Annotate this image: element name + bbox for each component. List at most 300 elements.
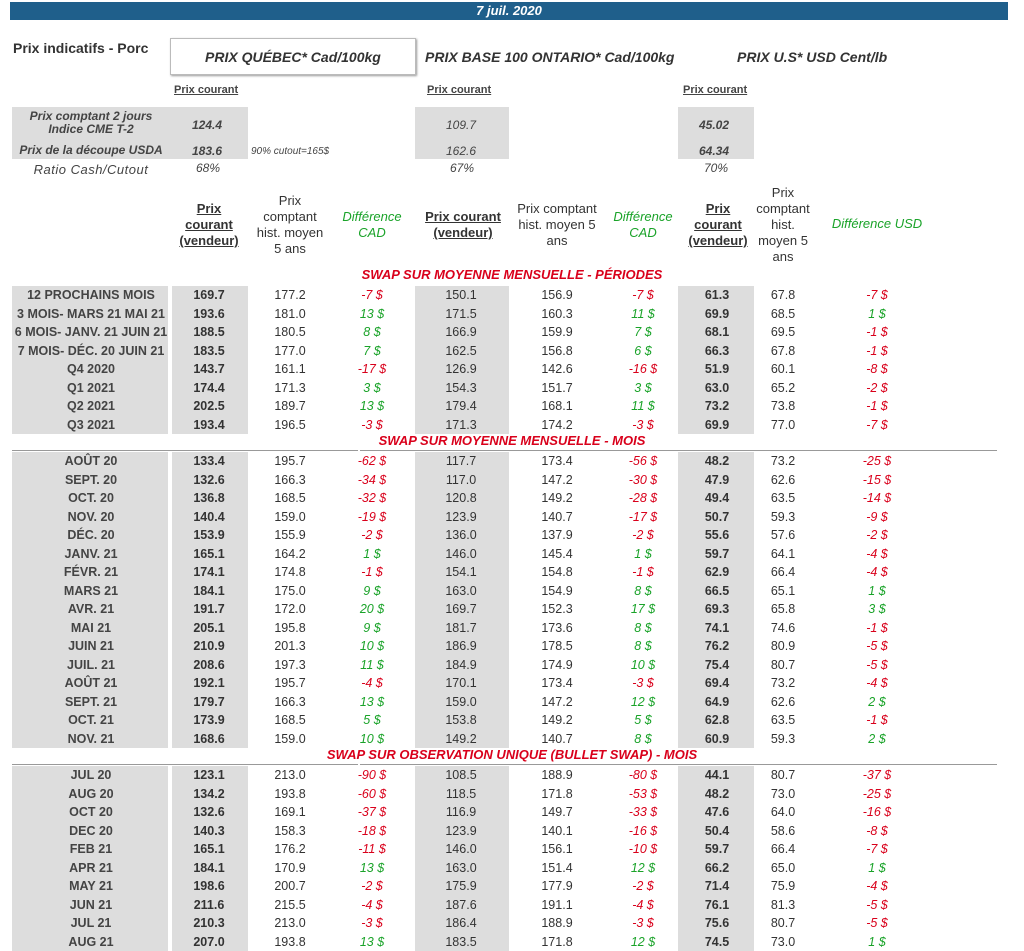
us-diff-usd: -2 $ bbox=[830, 379, 924, 398]
row-label: AUG 20 bbox=[14, 785, 168, 804]
us-prix-hist: 64.0 bbox=[752, 803, 814, 822]
indicator-row1-label: Prix comptant 2 jours Indice CME T-2 bbox=[14, 110, 168, 136]
ontario-prix-hist: 137.9 bbox=[512, 526, 602, 545]
row-label: NOV. 20 bbox=[14, 508, 168, 527]
us-diff-usd: -4 $ bbox=[830, 674, 924, 693]
us-prix-hist: 73.0 bbox=[752, 933, 814, 951]
section-title: SWAP SUR MOYENNE MENSUELLE - PÉRIODES bbox=[0, 267, 1024, 282]
us-prix-courant: 74.1 bbox=[688, 619, 746, 638]
us-prix-courant: 66.5 bbox=[688, 582, 746, 601]
quebec-prix-hist: 168.5 bbox=[252, 711, 328, 730]
ontario-prix-courant: 159.0 bbox=[418, 693, 504, 712]
ontario-cash: 109.7 bbox=[446, 118, 476, 132]
us-prix-hist: 80.9 bbox=[752, 637, 814, 656]
ontario-diff-cad: 12 $ bbox=[602, 933, 684, 951]
ontario-diff-cad: -2 $ bbox=[602, 526, 684, 545]
us-prix-hist: 74.6 bbox=[752, 619, 814, 638]
us-prix-courant: 60.9 bbox=[688, 730, 746, 749]
us-prix-hist: 67.8 bbox=[752, 286, 814, 305]
us-ratio: 70% bbox=[704, 161, 728, 175]
ontario-prix-courant: 120.8 bbox=[418, 489, 504, 508]
quebec-diff-cad: 13 $ bbox=[334, 859, 410, 878]
us-diff-usd: 2 $ bbox=[830, 693, 924, 712]
indicator-row2-label: Prix de la découpe USDA bbox=[14, 144, 168, 157]
us-diff-usd: -25 $ bbox=[830, 785, 924, 804]
quebec-prix-hist: 213.0 bbox=[252, 766, 328, 785]
us-header: PRIX U.S* USD Cent/lb bbox=[737, 49, 887, 65]
table-row bbox=[0, 840, 1024, 859]
col-diff-cad-quebec: Différence CAD bbox=[334, 209, 410, 241]
quebec-diff-cad: 20 $ bbox=[334, 600, 410, 619]
quebec-prix-hist: 180.5 bbox=[252, 323, 328, 342]
quebec-diff-cad: 1 $ bbox=[334, 545, 410, 564]
us-prix-courant: 62.9 bbox=[688, 563, 746, 582]
quebec-diff-cad: 13 $ bbox=[334, 693, 410, 712]
ontario-prix-courant: 146.0 bbox=[418, 545, 504, 564]
quebec-diff-cad: 13 $ bbox=[334, 933, 410, 951]
quebec-prix-hist: 170.9 bbox=[252, 859, 328, 878]
us-diff-usd: -7 $ bbox=[830, 286, 924, 305]
quebec-prix-courant: 123.1 bbox=[172, 766, 246, 785]
row-label: SEPT. 21 bbox=[14, 693, 168, 712]
us-prix-hist: 64.1 bbox=[752, 545, 814, 564]
row-label: JUN 21 bbox=[14, 896, 168, 915]
ontario-diff-cad: 12 $ bbox=[602, 693, 684, 712]
quebec-prix-courant: 210.3 bbox=[172, 914, 246, 933]
us-prix-hist: 80.7 bbox=[752, 656, 814, 675]
us-diff-usd: -15 $ bbox=[830, 471, 924, 490]
quebec-prix-courant: 134.2 bbox=[172, 785, 246, 804]
quebec-prix-courant: 211.6 bbox=[172, 896, 246, 915]
table-row bbox=[0, 619, 1024, 638]
quebec-prix-hist: 195.7 bbox=[252, 452, 328, 471]
table-row bbox=[0, 471, 1024, 490]
us-prix-hist: 68.5 bbox=[752, 305, 814, 324]
table-row bbox=[0, 896, 1024, 915]
quebec-prix-hist: 166.3 bbox=[252, 471, 328, 490]
ontario-diff-cad: 17 $ bbox=[602, 600, 684, 619]
row-label: Q2 2021 bbox=[14, 397, 168, 416]
ontario-diff-cad: 11 $ bbox=[602, 397, 684, 416]
quebec-prix-courant: 169.7 bbox=[172, 286, 246, 305]
row-label: Q3 2021 bbox=[14, 416, 168, 435]
ontario-prix-hist: 171.8 bbox=[512, 933, 602, 951]
ontario-prix-hist: 174.9 bbox=[512, 656, 602, 675]
row-label: JANV. 21 bbox=[14, 545, 168, 564]
ontario-prix-hist: 178.5 bbox=[512, 637, 602, 656]
quebec-prix-hist: 193.8 bbox=[252, 785, 328, 804]
us-prix-courant: 75.4 bbox=[688, 656, 746, 675]
ontario-prix-hist: 147.2 bbox=[512, 471, 602, 490]
table-row bbox=[0, 360, 1024, 379]
us-diff-usd: 1 $ bbox=[830, 305, 924, 324]
us-prix-hist: 63.5 bbox=[752, 489, 814, 508]
us-prix-courant: 55.6 bbox=[688, 526, 746, 545]
us-prix-hist: 77.0 bbox=[752, 416, 814, 435]
ontario-diff-cad: -53 $ bbox=[602, 785, 684, 804]
ontario-diff-cad: -1 $ bbox=[602, 563, 684, 582]
ontario-prix-hist: 156.8 bbox=[512, 342, 602, 361]
us-prix-courant: 66.3 bbox=[688, 342, 746, 361]
us-prix-hist: 63.5 bbox=[752, 711, 814, 730]
quebec-diff-cad: -34 $ bbox=[334, 471, 410, 490]
table-row bbox=[0, 730, 1024, 749]
us-diff-usd: -9 $ bbox=[830, 508, 924, 527]
quebec-prix-courant: 207.0 bbox=[172, 933, 246, 951]
ontario-diff-cad: 3 $ bbox=[602, 379, 684, 398]
ontario-diff-cad: 7 $ bbox=[602, 323, 684, 342]
quebec-prix-hist: 175.0 bbox=[252, 582, 328, 601]
col-prix-courant-us: Prix courant (vendeur) bbox=[686, 201, 750, 249]
quebec-diff-cad: -2 $ bbox=[334, 877, 410, 896]
date-banner: 7 juil. 2020 bbox=[10, 2, 1008, 20]
quebec-prix-hist: 177.2 bbox=[252, 286, 328, 305]
us-prix-courant: 47.9 bbox=[688, 471, 746, 490]
ontario-prix-hist: 154.9 bbox=[512, 582, 602, 601]
us-prix-courant: 74.5 bbox=[688, 933, 746, 951]
quebec-prix-hist: 177.0 bbox=[252, 342, 328, 361]
table-row bbox=[0, 508, 1024, 527]
us-diff-usd: -14 $ bbox=[830, 489, 924, 508]
us-diff-usd: 1 $ bbox=[830, 933, 924, 951]
us-prix-courant: 48.2 bbox=[688, 452, 746, 471]
ontario-prix-hist: 149.2 bbox=[512, 489, 602, 508]
ontario-prix-hist: 140.1 bbox=[512, 822, 602, 841]
table-row bbox=[0, 859, 1024, 878]
col-diff-cad-ontario: Différence CAD bbox=[602, 209, 684, 241]
ontario-diff-cad: 8 $ bbox=[602, 730, 684, 749]
quebec-prix-hist: 168.5 bbox=[252, 489, 328, 508]
us-diff-usd: -1 $ bbox=[830, 619, 924, 638]
quebec-prix-courant: 183.5 bbox=[172, 342, 246, 361]
quebec-diff-cad: 10 $ bbox=[334, 637, 410, 656]
ontario-diff-cad: -3 $ bbox=[602, 416, 684, 435]
ontario-diff-cad: -30 $ bbox=[602, 471, 684, 490]
us-prix-hist: 57.6 bbox=[752, 526, 814, 545]
table-row bbox=[0, 877, 1024, 896]
quebec-diff-cad: -3 $ bbox=[334, 416, 410, 435]
us-diff-usd: -4 $ bbox=[830, 877, 924, 896]
ontario-prix-courant: 163.0 bbox=[418, 859, 504, 878]
table-row bbox=[0, 379, 1024, 398]
ontario-diff-cad: -7 $ bbox=[602, 286, 684, 305]
row-label: 6 MOIS- JANV. 21 JUIN 21 bbox=[14, 323, 168, 342]
quebec-cutout: 183.6 bbox=[192, 144, 222, 158]
ontario-prix-hist: 173.4 bbox=[512, 452, 602, 471]
ontario-prix-courant: 154.1 bbox=[418, 563, 504, 582]
quebec-prix-courant: 193.4 bbox=[172, 416, 246, 435]
us-diff-usd: -25 $ bbox=[830, 452, 924, 471]
quebec-prix-hist: 155.9 bbox=[252, 526, 328, 545]
ontario-prix-hist: 154.8 bbox=[512, 563, 602, 582]
table-row bbox=[0, 600, 1024, 619]
section-divider bbox=[12, 450, 358, 451]
us-prix-courant: 63.0 bbox=[688, 379, 746, 398]
us-prix-hist: 58.6 bbox=[752, 822, 814, 841]
ontario-prix-hist: 191.1 bbox=[512, 896, 602, 915]
quebec-prix-courant: 210.9 bbox=[172, 637, 246, 656]
row-label: AVR. 21 bbox=[14, 600, 168, 619]
us-diff-usd: -7 $ bbox=[830, 840, 924, 859]
ontario-diff-cad: 8 $ bbox=[602, 582, 684, 601]
ontario-prix-hist: 140.7 bbox=[512, 730, 602, 749]
ontario-prix-courant: 118.5 bbox=[418, 785, 504, 804]
us-diff-usd: -1 $ bbox=[830, 711, 924, 730]
ontario-diff-cad: -2 $ bbox=[602, 877, 684, 896]
row-label: AOÛT 20 bbox=[14, 452, 168, 471]
ontario-prix-hist: 173.6 bbox=[512, 619, 602, 638]
ontario-prix-courant: 186.4 bbox=[418, 914, 504, 933]
row-label: 3 MOIS- MARS 21 MAI 21 bbox=[14, 305, 168, 324]
us-prix-courant: 75.6 bbox=[688, 914, 746, 933]
ontario-diff-cad: -3 $ bbox=[602, 674, 684, 693]
table-row bbox=[0, 563, 1024, 582]
row-label: MARS 21 bbox=[14, 582, 168, 601]
ontario-prix-hist: 140.7 bbox=[512, 508, 602, 527]
us-diff-usd: -5 $ bbox=[830, 896, 924, 915]
quebec-prix-hist: 193.8 bbox=[252, 933, 328, 951]
us-prix-hist: 73.0 bbox=[752, 785, 814, 804]
row-label: OCT. 20 bbox=[14, 489, 168, 508]
us-prix-courant: 71.4 bbox=[688, 877, 746, 896]
ontario-prix-courant: 184.9 bbox=[418, 656, 504, 675]
table-row bbox=[0, 711, 1024, 730]
row-label: AOÛT 21 bbox=[14, 674, 168, 693]
ontario-diff-cad: -80 $ bbox=[602, 766, 684, 785]
ontario-diff-cad: 8 $ bbox=[602, 619, 684, 638]
row-label: 12 PROCHAINS MOIS bbox=[14, 286, 168, 305]
quebec-prix-hist: 201.3 bbox=[252, 637, 328, 656]
ontario-prix-courant: 150.1 bbox=[418, 286, 504, 305]
us-prix-courant: 50.7 bbox=[688, 508, 746, 527]
quebec-diff-cad: 9 $ bbox=[334, 619, 410, 638]
quebec-prix-hist: 171.3 bbox=[252, 379, 328, 398]
quebec-prix-courant: 184.1 bbox=[172, 582, 246, 601]
quebec-diff-cad: 13 $ bbox=[334, 305, 410, 324]
ontario-cutout: 162.6 bbox=[446, 144, 476, 158]
quebec-diff-cad: -19 $ bbox=[334, 508, 410, 527]
quebec-diff-cad: 11 $ bbox=[334, 656, 410, 675]
us-prix-courant: 73.2 bbox=[688, 397, 746, 416]
ontario-diff-cad: -3 $ bbox=[602, 914, 684, 933]
row-label: MAY 21 bbox=[14, 877, 168, 896]
ontario-prix-courant: 117.7 bbox=[418, 452, 504, 471]
quebec-prix-courant: 192.1 bbox=[172, 674, 246, 693]
us-prix-hist: 62.6 bbox=[752, 471, 814, 490]
ontario-prix-hist: 160.3 bbox=[512, 305, 602, 324]
quebec-prix-courant: 140.3 bbox=[172, 822, 246, 841]
row-label: FEB 21 bbox=[14, 840, 168, 859]
quebec-diff-cad: -2 $ bbox=[334, 526, 410, 545]
ontario-prix-courant: 183.5 bbox=[418, 933, 504, 951]
table-row bbox=[0, 286, 1024, 305]
ontario-prix-courant: 116.9 bbox=[418, 803, 504, 822]
quebec-prix-hist: 161.1 bbox=[252, 360, 328, 379]
quebec-prix-courant: 136.8 bbox=[172, 489, 246, 508]
row-label: SEPT. 20 bbox=[14, 471, 168, 490]
us-prix-hist: 67.8 bbox=[752, 342, 814, 361]
us-diff-usd: -8 $ bbox=[830, 822, 924, 841]
us-diff-usd: 1 $ bbox=[830, 582, 924, 601]
us-diff-usd: -8 $ bbox=[830, 360, 924, 379]
us-diff-usd: -5 $ bbox=[830, 914, 924, 933]
quebec-prix-courant: 165.1 bbox=[172, 840, 246, 859]
quebec-prix-hist: 172.0 bbox=[252, 600, 328, 619]
us-diff-usd: -7 $ bbox=[830, 416, 924, 435]
us-diff-usd: -1 $ bbox=[830, 342, 924, 361]
ontario-prix-courant: 166.9 bbox=[418, 323, 504, 342]
us-diff-usd: -1 $ bbox=[830, 397, 924, 416]
quebec-prix-courant: 184.1 bbox=[172, 859, 246, 878]
table-row bbox=[0, 452, 1024, 471]
us-prix-courant: 76.1 bbox=[688, 896, 746, 915]
quebec-diff-cad: 7 $ bbox=[334, 342, 410, 361]
ontario-prix-hist: 171.8 bbox=[512, 785, 602, 804]
quebec-diff-cad: 8 $ bbox=[334, 323, 410, 342]
table-row bbox=[0, 637, 1024, 656]
table-row bbox=[0, 674, 1024, 693]
col-prix-courant-quebec: Prix courant (vendeur) bbox=[172, 201, 246, 249]
ontario-prix-courant: 146.0 bbox=[418, 840, 504, 859]
quebec-prix-courant: 193.6 bbox=[172, 305, 246, 324]
us-cutout: 64.34 bbox=[699, 144, 729, 158]
us-prix-hist: 65.1 bbox=[752, 582, 814, 601]
row-label: JUL 20 bbox=[14, 766, 168, 785]
table-row bbox=[0, 656, 1024, 675]
us-prix-hist: 69.5 bbox=[752, 323, 814, 342]
us-prix-courant: 59.7 bbox=[688, 840, 746, 859]
quebec-prix-hist: 176.2 bbox=[252, 840, 328, 859]
ontario-prix-hist: 152.3 bbox=[512, 600, 602, 619]
row-label: FÉVR. 21 bbox=[14, 563, 168, 582]
quebec-prix-hist: 169.1 bbox=[252, 803, 328, 822]
quebec-prix-courant: 208.6 bbox=[172, 656, 246, 675]
row-label: JUIN 21 bbox=[14, 637, 168, 656]
us-diff-usd: -5 $ bbox=[830, 637, 924, 656]
ontario-diff-cad: -56 $ bbox=[602, 452, 684, 471]
us-prix-hist: 73.2 bbox=[752, 452, 814, 471]
ontario-prix-courant: 123.9 bbox=[418, 508, 504, 527]
table-row bbox=[0, 416, 1024, 435]
table-row bbox=[0, 933, 1024, 951]
quebec-diff-cad: -7 $ bbox=[334, 286, 410, 305]
ontario-diff-cad: 11 $ bbox=[602, 305, 684, 324]
ontario-diff-cad: -16 $ bbox=[602, 822, 684, 841]
quebec-prix-hist: 158.3 bbox=[252, 822, 328, 841]
us-diff-usd: -1 $ bbox=[830, 323, 924, 342]
ontario-prix-courant: 171.3 bbox=[418, 416, 504, 435]
us-prix-courant: 69.4 bbox=[688, 674, 746, 693]
ontario-prix-courant: 126.9 bbox=[418, 360, 504, 379]
quebec-prix-courant: 174.4 bbox=[172, 379, 246, 398]
quebec-diff-cad: -1 $ bbox=[334, 563, 410, 582]
ontario-diff-cad: -10 $ bbox=[602, 840, 684, 859]
us-prix-hist: 73.2 bbox=[752, 674, 814, 693]
us-prix-courant: 66.2 bbox=[688, 859, 746, 878]
row-label: AUG 21 bbox=[14, 933, 168, 951]
us-prix-courant: 47.6 bbox=[688, 803, 746, 822]
ontario-prix-hist: 142.6 bbox=[512, 360, 602, 379]
us-prix-hist: 65.8 bbox=[752, 600, 814, 619]
row-label: NOV. 21 bbox=[14, 730, 168, 749]
ontario-prix-courant: 154.3 bbox=[418, 379, 504, 398]
quebec-diff-cad: 10 $ bbox=[334, 730, 410, 749]
us-prix-hist: 66.4 bbox=[752, 563, 814, 582]
quebec-prix-courant: 198.6 bbox=[172, 877, 246, 896]
quebec-diff-cad: 13 $ bbox=[334, 397, 410, 416]
indicator-row3-label: Ratio Cash/Cutout bbox=[14, 163, 168, 176]
row-label: OCT. 21 bbox=[14, 711, 168, 730]
table-row bbox=[0, 582, 1024, 601]
quebec-prix-courant: 173.9 bbox=[172, 711, 246, 730]
quebec-ratio: 68% bbox=[196, 161, 220, 175]
us-prix-hist: 75.9 bbox=[752, 877, 814, 896]
col-prix-hist-ontario: Prix comptant hist. moyen 5 ans bbox=[512, 201, 602, 249]
row-label: DEC 20 bbox=[14, 822, 168, 841]
quebec-cash: 124.4 bbox=[192, 118, 222, 132]
ontario-diff-cad: -33 $ bbox=[602, 803, 684, 822]
table-row bbox=[0, 822, 1024, 841]
table-row bbox=[0, 397, 1024, 416]
ontario-prix-courant: 149.2 bbox=[418, 730, 504, 749]
quebec-prix-courant: 140.4 bbox=[172, 508, 246, 527]
section-title: SWAP SUR OBSERVATION UNIQUE (BULLET SWAP) - MOIS bbox=[0, 747, 1024, 762]
ontario-prix-hist: 149.2 bbox=[512, 711, 602, 730]
section-divider bbox=[360, 764, 997, 765]
us-diff-usd: 1 $ bbox=[830, 859, 924, 878]
us-prix-courant: 69.3 bbox=[688, 600, 746, 619]
table-row bbox=[0, 545, 1024, 564]
quebec-prix-hist: 213.0 bbox=[252, 914, 328, 933]
table-row bbox=[0, 803, 1024, 822]
quebec-diff-cad: -4 $ bbox=[334, 674, 410, 693]
us-prix-courant: 76.2 bbox=[688, 637, 746, 656]
ontario-prix-hist: 156.1 bbox=[512, 840, 602, 859]
quebec-diff-cad: -90 $ bbox=[334, 766, 410, 785]
us-prix-hist: 62.6 bbox=[752, 693, 814, 712]
us-prix-courant: 62.8 bbox=[688, 711, 746, 730]
ontario-prix-courant: 108.5 bbox=[418, 766, 504, 785]
table-row bbox=[0, 914, 1024, 933]
us-prix-hist: 60.1 bbox=[752, 360, 814, 379]
us-prix-hist: 80.7 bbox=[752, 914, 814, 933]
us-prix-hist: 73.8 bbox=[752, 397, 814, 416]
quebec-prix-hist: 195.8 bbox=[252, 619, 328, 638]
us-diff-usd: -16 $ bbox=[830, 803, 924, 822]
ontario-prix-hist: 188.9 bbox=[512, 766, 602, 785]
ontario-diff-cad: 12 $ bbox=[602, 859, 684, 878]
quebec-diff-cad: -37 $ bbox=[334, 803, 410, 822]
ontario-ratio: 67% bbox=[450, 161, 474, 175]
quebec-diff-cad: -32 $ bbox=[334, 489, 410, 508]
ontario-prix-courant: 175.9 bbox=[418, 877, 504, 896]
us-prix-courant: 68.1 bbox=[688, 323, 746, 342]
quebec-diff-cad: -4 $ bbox=[334, 896, 410, 915]
us-prix-hist: 59.3 bbox=[752, 508, 814, 527]
prix-courant-ontario: Prix courant bbox=[427, 84, 491, 96]
quebec-prix-hist: 164.2 bbox=[252, 545, 328, 564]
quebec-prix-hist: 189.7 bbox=[252, 397, 328, 416]
quebec-prix-hist: 200.7 bbox=[252, 877, 328, 896]
us-prix-courant: 61.3 bbox=[688, 286, 746, 305]
col-prix-courant-ontario: Prix courant (vendeur) bbox=[418, 209, 508, 241]
quebec-diff-cad: -62 $ bbox=[334, 452, 410, 471]
row-label: 7 MOIS- DÉC. 20 JUIN 21 bbox=[14, 342, 168, 361]
us-prix-hist: 80.7 bbox=[752, 766, 814, 785]
us-diff-usd: -5 $ bbox=[830, 656, 924, 675]
ontario-prix-courant: 186.9 bbox=[418, 637, 504, 656]
ontario-prix-courant: 187.6 bbox=[418, 896, 504, 915]
